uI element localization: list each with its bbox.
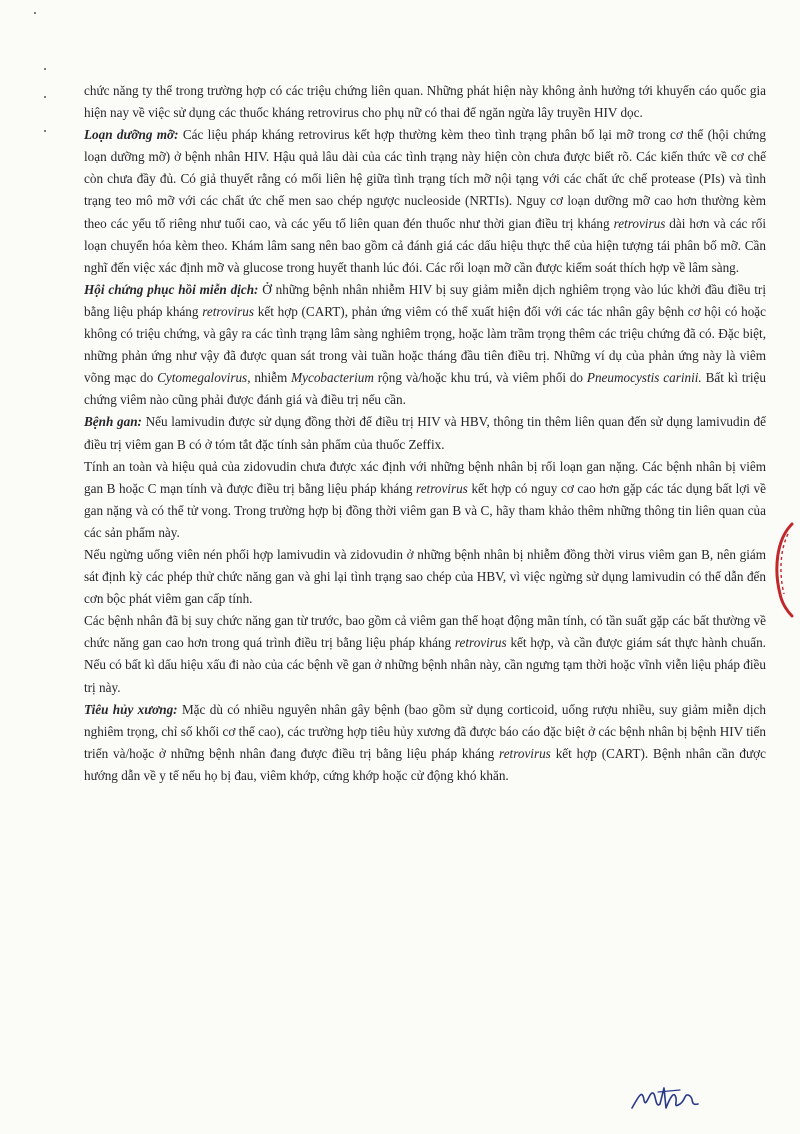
paragraph-text: Tính an toàn và hiệu quả của zidovudin chưa được xác định với những bệnh nhân bị rối loạn gan nặng. Các bệnh nhân bị viêm gan B hoặc C mạn tính và được điều trị bằng liệu pháp kháng — [84, 458, 766, 496]
paragraph-text: , nhiễm — [247, 370, 292, 386]
italic-term: retrovirus — [454, 635, 507, 651]
scan-mark — [44, 68, 46, 70]
italic-term: Cytomegalovirus — [157, 370, 248, 386]
paragraph-text: Nếu lamivudin được sử dụng đồng thời để điều trị HIV và HBV, thông tin thêm liên quan đến sử dụng lamivudin để điều trị viêm gan B có ở tóm tắt đặc tính sản phẩm của thuốc Zeffix. — [84, 414, 766, 452]
handwritten-signature-icon — [628, 1074, 704, 1114]
paragraph-text: Bất kì triệu chứng viêm nào cũng phải được đánh giá và điều trị nếu cần. — [84, 370, 766, 408]
italic-term: retrovirus — [202, 303, 255, 319]
scan-mark — [44, 130, 46, 132]
paragraph-text: kết hợp (CART). Bệnh nhân cần được hướng dẫn về y tế nếu họ bị đau, viêm khớp, cứng khớp hoặc cử động khó khăn. — [84, 745, 766, 783]
paragraph-text: rộng và/hoặc khu trú, và viêm phổi do — [373, 370, 587, 386]
italic-term: retrovirus — [416, 480, 468, 496]
italic-term: Mycobacterium — [291, 370, 374, 386]
section-heading-osteonecrosis: Tiêu hủy xương: — [84, 701, 178, 717]
italic-term: retrovirus — [613, 215, 666, 231]
section-heading-liver-disease: Bệnh gan: — [84, 414, 142, 430]
scan-mark — [44, 96, 46, 98]
paragraph-text: Các bệnh nhân đã bị suy chức năng gan từ trước, bao gồm cả viêm gan thể hoạt động mãn tính, có tần suất gặp các bất thường về chức năng gan cao hơn trong quá trình điều trị bằng liệu pháp kháng — [84, 613, 766, 651]
paragraph-text: kết hợp, và cần được giám sát thực hành chuẩn. Nếu có bất kì dấu hiệu xấu đi nào của các bệnh về gan ở những bệnh nhân này, cần ngưng tạm thời hoặc vĩnh viễn liệu pháp điều trị này. — [84, 635, 766, 695]
paragraph-text: kết hợp có nguy cơ cao hơn gặp các tác dụng bất lợi về gan nặng và có thể tử vong. Trong trường hợp bị đồng thời viêm gan B và C, hãy tham khảo thêm những thông tin liên quan của các sản phẩm này. — [84, 480, 766, 540]
paragraph-osteonecrosis — [84, 699, 766, 787]
paragraph-liver-disease — [84, 411, 766, 455]
paragraph-mitochondrial: chức năng ty thể trong trường hợp có các triệu chứng liên quan. Những phát hiện này không ảnh hưởng tới khuyến cáo quốc gia hiện nay về việc sử dụng các thuốc kháng retrovirus cho phụ nữ có thai để ngăn ngừa lây truyền HIV dọc. — [84, 83, 766, 121]
paragraph-text: Các liệu pháp kháng retrovirus kết hợp thường kèm theo tình trạng phân bố lại mỡ trong cơ thể (hội chứng loạn dưỡng mỡ) ở bệnh nhân HIV. Hậu quả lâu dài của các tình trạng này hiện còn chưa được biết rõ. Các kiến thức về cơ chế còn chưa đầy đủ. Có giả thuyết rằng có mối liên hệ giữa tình trạng tích mỡ nội tạng với các chất ức chế protease (PIs) và tình trạng teo mô mỡ với các chất ức chế men sao chép ngược nucleoside (NRTIs). Nguy cơ loạn dưỡng mỡ cao hơn thường kèm theo các yếu tố riêng như tuổi cao, và các yếu tố liên quan đén thuốc như thời gian điều trị kháng — [84, 127, 766, 231]
italic-term: Pneumocystis carinii. — [586, 370, 702, 386]
paragraph-text: Ở những bệnh nhân nhiễm HIV bị suy giảm miễn dịch nghiêm trọng vào lúc khởi đầu điều trị bằng liệu pháp kháng — [84, 281, 766, 319]
scan-mark — [34, 12, 36, 14]
paragraph-text: dài hơn và các rối loạn chuyển hóa kèm theo. Khám lâm sang nên bao gồm cả đánh giá các dấu hiệu thực thể của hiện tượng tái phân bố mỡ. Cần nghĩ đến việc xác định mỡ và glucose trong huyết thanh lúc đói. Các rối loạn mỡ cần được kiểm soát thích hợp về lâm sàng. — [84, 215, 767, 275]
paragraph-liver-discontinuation: Nếu ngừng uống viên nén phối hợp lamivudin và zidovudin ở những bệnh nhân bị nhiễm đồng thời virus viêm gan B, nên giám sát định kỳ các phép thử chức năng gan và ghi lại tình trạng sao chép của HBV, vì việc ngừng sử dụng lamivudin có thể dẫn đến cơn bộc phát viêm gan cấp tính. — [84, 546, 766, 607]
paragraph-liver-safety — [84, 456, 766, 544]
paragraph-text: kết hợp (CART), phản ứng viêm có thể xuất hiện đối với các tác nhân gây bệnh cơ hội có hoặc không có triệu chứng, và gây ra các tình trạng lâm sàng nghiêm trọng, hoặc làm trầm trọng thêm các triệu chứng đã có. Đặc biệt, những phản ứng như vậy đã được quan sát trong vài tuần hoặc tháng đầu tiên điều trị. Những ví dụ của phản ứng này là viêm võng mạc do — [84, 303, 766, 386]
section-heading-lipodystrophy: Loạn dưỡng mỡ: — [84, 127, 179, 143]
paragraph-lipodystrophy — [84, 124, 766, 279]
italic-term: retrovirus — [499, 745, 551, 761]
paragraph-immune-reconstitution — [84, 279, 766, 412]
document-body — [84, 80, 766, 787]
red-seal-stamp-icon — [768, 522, 794, 618]
paragraph-liver-preexisting — [84, 610, 766, 698]
section-heading-immune-reconstitution: Hội chứng phục hồi miễn dịch: — [84, 281, 259, 297]
paragraph-text: Mặc dù có nhiều nguyên nhân gây bệnh (bao gồm sử dụng corticoid, uống rượu nhiều, suy giảm miễn dịch nghiêm trọng, chỉ số khối cơ thể cao), các trường hợp tiêu hủy xương đã được báo cáo đặc biệt ở các bệnh nhân bị bệnh HIV tiến triển và/hoặc ở những bệnh nhân đang được điều trị bằng liệu pháp kháng — [84, 701, 766, 761]
